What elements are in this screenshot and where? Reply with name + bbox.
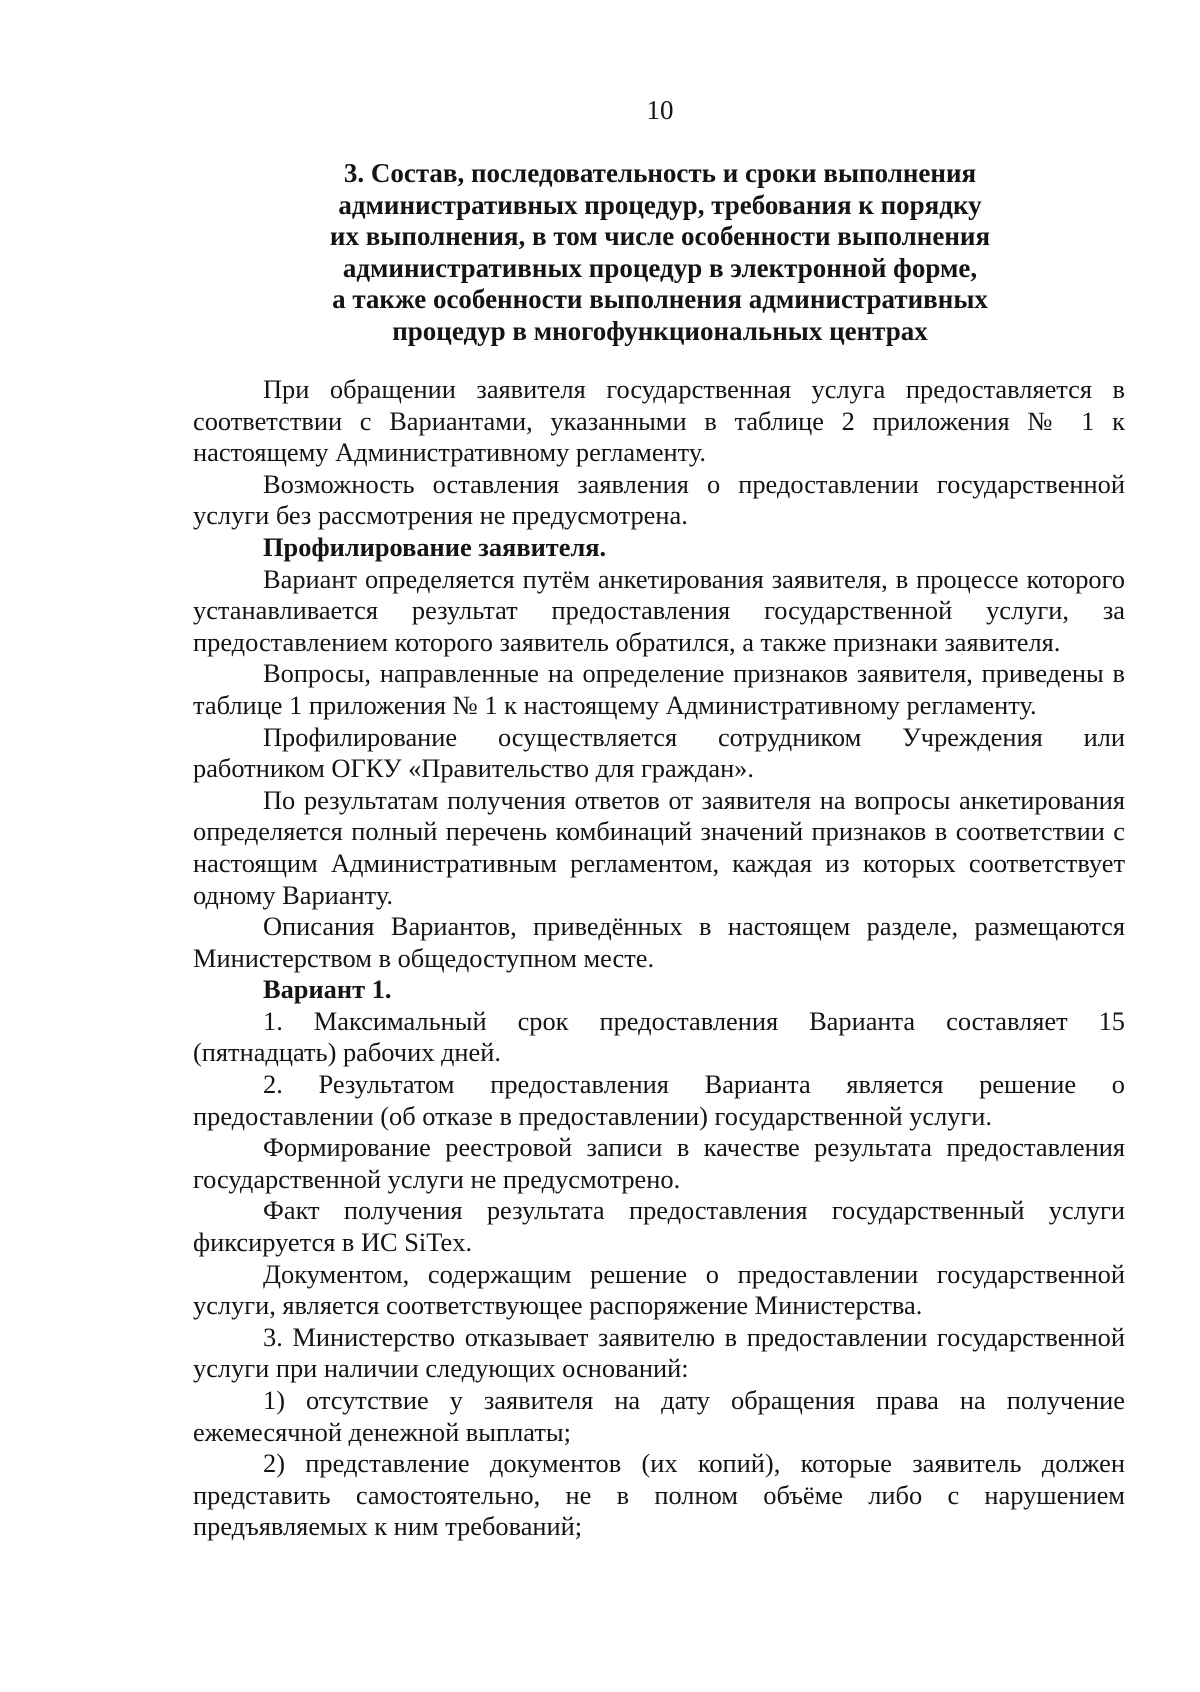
- heading-line: административных процедур, требования к порядку: [338, 189, 982, 220]
- paragraph-ground-1: 1) отсутствие у заявителя на дату обращения права на получение ежемесячной денежной выплаты;: [193, 1385, 1125, 1447]
- paragraph-ground-2: 2) представление документов (их копий), которые заявитель должен представить самостоятельно, не в полном объёме либо с нарушением предъявляемых к ним требований;: [193, 1448, 1125, 1542]
- body-text: [193, 374, 1125, 1543]
- subheading-profiling: Профилирование заявителя.: [263, 531, 607, 562]
- heading-line: а также особенности выполнения административных: [332, 284, 988, 314]
- paragraph-no-dismissal: Возможность оставления заявления о предоставлении государственной услуги без рассмотрения не предусмотрена.: [193, 468, 1125, 531]
- heading-line: процедур в многофункциональных центрах: [392, 315, 928, 346]
- paragraph-sitex: Факт получения результата предоставления государственный услуги фиксируется в ИС SiTex.: [193, 1195, 1125, 1258]
- heading-line: административных процедур в электронной форме,: [342, 252, 978, 283]
- paragraph-profiling-method: Вариант определяется путём анкетирования заявителя, в процессе которого устанавливается результат предоставления государственной услуги, за предоставлением которого заявитель обратился, а также признаки заявителя.: [193, 563, 1125, 657]
- section-heading: [180, 158, 1140, 347]
- heading-line: их выполнения, в том числе особенности выполнения: [329, 221, 991, 251]
- subheading-variant-1: Вариант 1.: [263, 974, 392, 1005]
- paragraph-decision-document: Документом, содержащим решение о предоставлении государственной услуги, является соответствующее распоряжение Министерства.: [193, 1258, 1125, 1321]
- paragraph-result: 2. Результатом предоставления Варианта является решение о предоставлении (об отказе в предоставлении) государственной услуги.: [193, 1069, 1125, 1131]
- paragraph-questions: Вопросы, направленные на определение признаков заявителя, приведены в таблице 1 приложения № 1 к настоящему Административному регламенту.: [193, 658, 1125, 720]
- paragraph-max-term: 1. Максимальный срок предоставления Варианта составляет 15 (пятнадцать) рабочих дней.: [193, 1005, 1125, 1068]
- heading-line: 3. Состав, последовательность и сроки выполнения: [343, 158, 977, 188]
- paragraph-profiling-staff: Профилирование осуществляется сотрудником Учреждения или работником ОГКУ «Правительство для граждан».: [193, 721, 1125, 784]
- paragraph-variants-intro: При обращении заявителя государственная услуга предоставляется в соответствии с Вариантами, указанными в таблице 2 приложения № 1 к настоящему Административному регламенту.: [193, 374, 1125, 468]
- paragraph-combinations: По результатам получения ответов от заявителя на вопросы анкетирования определяется полный перечень комбинаций значений признаков в соответствии с настоящим Административным регламентом, каждая из которых соответствует одному Варианту.: [193, 784, 1125, 910]
- paragraph-refusal-grounds: 3. Министерство отказывает заявителю в предоставлении государственной услуги при наличии следующих оснований:: [193, 1321, 1125, 1384]
- page-number: 10: [646, 95, 674, 125]
- paragraph-registry-record: Формирование реестровой записи в качестве результата предоставления государственной услуги не предусмотрено.: [193, 1132, 1125, 1194]
- paragraph-descriptions: Описания Вариантов, приведённых в настоящем разделе, размещаются Министерством в общедоступном месте.: [193, 911, 1125, 973]
